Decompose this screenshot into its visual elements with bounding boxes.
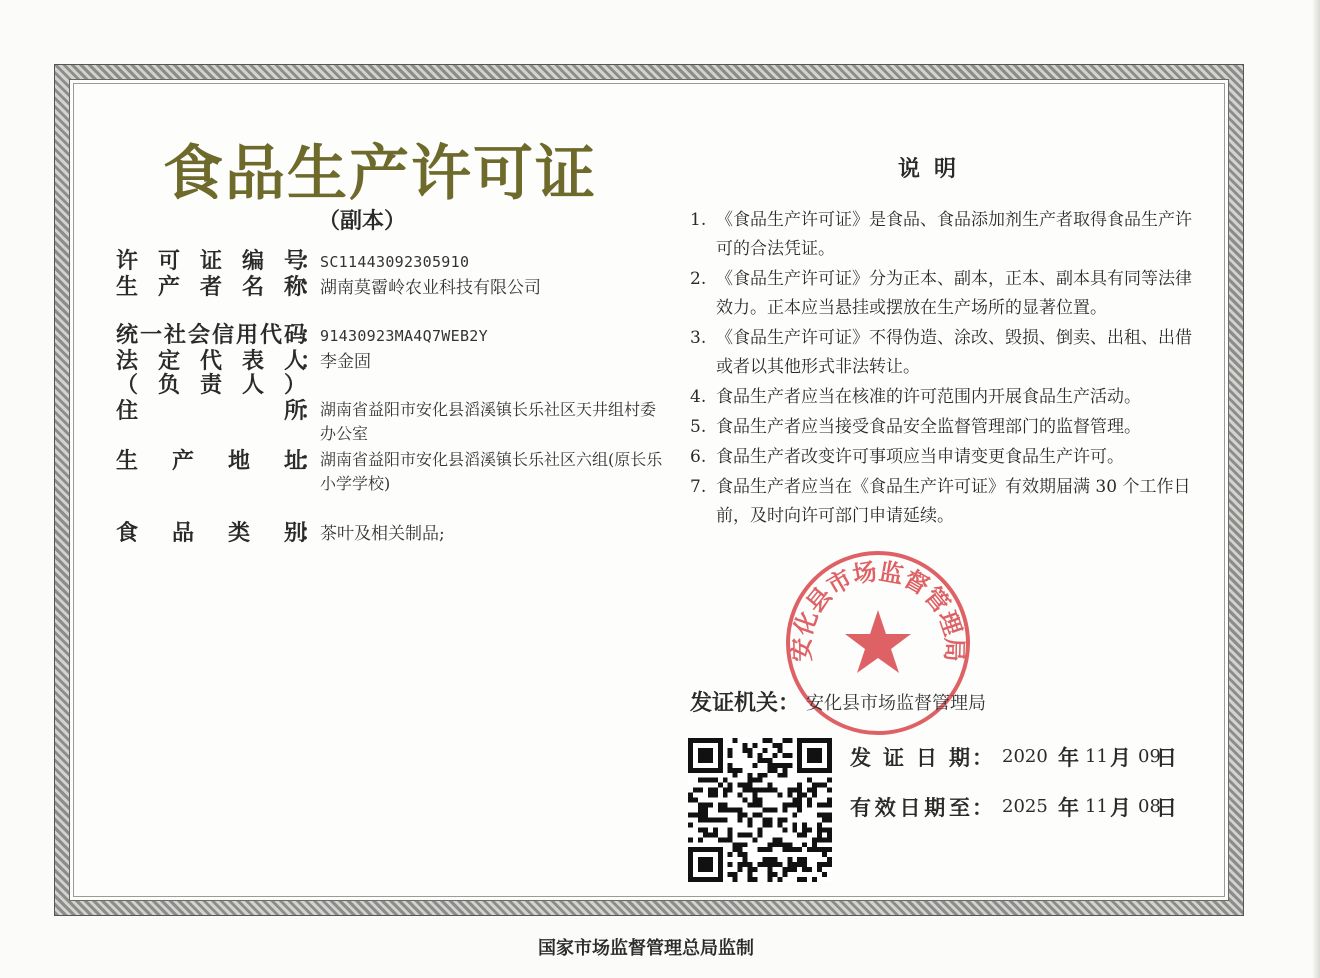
note-item [690, 383, 1195, 412]
note-number: 4. [690, 387, 707, 407]
note-number: 6. [690, 447, 707, 467]
note-number: 3. [690, 328, 707, 348]
note-item [690, 413, 1195, 442]
note-text: 《食品生产许可证》不得伪造、涂改、毁损、倒卖、出租、出借或者以其他形式非法转让。 [716, 328, 1192, 377]
credit-code-value: 91430923MA4Q7WEB2Y [320, 327, 488, 345]
note-item [690, 324, 1195, 382]
note-number: 1. [690, 210, 707, 230]
colon: ： [300, 348, 323, 374]
note-text: 《食品生产许可证》分为正本、副本，正本、副本具有同等法律效力。正本应当悬挂或摆放在生产场所的显著位置。 [716, 269, 1192, 318]
note-text: 食品生产者应当在《食品生产许可证》有效期届满 30 个工作日前，及时向许可部门申请延续。 [716, 477, 1191, 526]
issuer-label: 发证机关： [690, 690, 801, 716]
colon: ： [300, 448, 323, 474]
colon: ： [300, 520, 323, 546]
food-category-label: 食品类别 [116, 520, 306, 546]
note-text: 《食品生产许可证》是食品、食品添加剂生产者取得食品生产许可的合法凭证。 [716, 210, 1192, 259]
year-unit: 年 [1058, 745, 1079, 770]
qr-code-icon [688, 736, 832, 884]
note-text: 食品生产者应当在核准的许可范围内开展食品生产活动。 [716, 387, 1141, 407]
issue-date-year: 2020 [1002, 746, 1048, 767]
star-icon [845, 610, 911, 673]
expiry-date-year: 2025 [1002, 796, 1048, 817]
month-unit: 月 [1110, 795, 1131, 820]
notes-list [690, 206, 1195, 532]
credit-code-label: 统一社会信用代码 [116, 322, 306, 348]
issue-date-day: 09 [1138, 746, 1161, 767]
issue-date-month: 11 [1085, 746, 1108, 767]
expiry-date-label: 有效日期至 [850, 795, 970, 820]
note-number: 7. [690, 477, 707, 497]
month-unit: 月 [1110, 745, 1131, 770]
producer-label: 生产者名称 [116, 274, 306, 300]
production-address-value: 湖南省益阳市安化县滔溪镇长乐社区六组(原长乐小学学校) [320, 450, 663, 493]
colon: ： [972, 795, 993, 820]
colon: ： [972, 745, 993, 770]
expiry-date-day: 08 [1138, 796, 1161, 817]
responsible-label: （负责人） [116, 372, 306, 398]
day-unit: 日 [1156, 795, 1177, 820]
license-no-value: SC11443092305910 [320, 253, 470, 271]
license-no-label: 许可证编号 [116, 248, 306, 274]
note-item [690, 443, 1195, 472]
note-number: 5. [690, 417, 707, 437]
notes-title: 说明 [898, 156, 971, 182]
note-number: 2. [690, 269, 707, 289]
colon: ： [300, 248, 323, 274]
legal-rep-label: 法定代表人 [116, 348, 306, 374]
production-address-label: 生产地址 [116, 448, 306, 474]
certificate-title: 食品生产许可证 [163, 139, 597, 209]
residence-value: 湖南省益阳市安化县滔溪镇长乐社区天井组村委办公室 [320, 400, 657, 443]
note-text: 食品生产者改变许可事项应当申请变更食品生产许可。 [716, 447, 1124, 467]
food-category-value: 茶叶及相关制品; [320, 524, 445, 544]
year-unit: 年 [1058, 795, 1079, 820]
colon: ： [300, 274, 323, 300]
page-edge-shadow [1312, 0, 1320, 978]
note-item [690, 473, 1195, 531]
issuer-value: 安化县市场监督管理局 [806, 693, 986, 714]
day-unit: 日 [1156, 745, 1177, 770]
certificate-subtitle: （副本） [318, 208, 407, 234]
seal-text: 安化县市场监督管理局 [786, 556, 970, 663]
note-item [690, 206, 1195, 264]
colon: ： [300, 398, 323, 424]
producer-value: 湖南莫霤岭农业科技有限公司 [320, 278, 541, 298]
issue-date-label: 发证日期 [850, 745, 970, 770]
legal-rep-value: 李金固 [320, 352, 371, 372]
expiry-date-month: 11 [1085, 796, 1108, 817]
residence-label: 住所 [116, 398, 306, 424]
note-item [690, 265, 1195, 323]
footer-supervisor: 国家市场监督管理总局监制 [538, 938, 754, 959]
colon: ： [300, 322, 323, 348]
note-text: 食品生产者应当接受食品安全监督管理部门的监督管理。 [716, 417, 1141, 437]
